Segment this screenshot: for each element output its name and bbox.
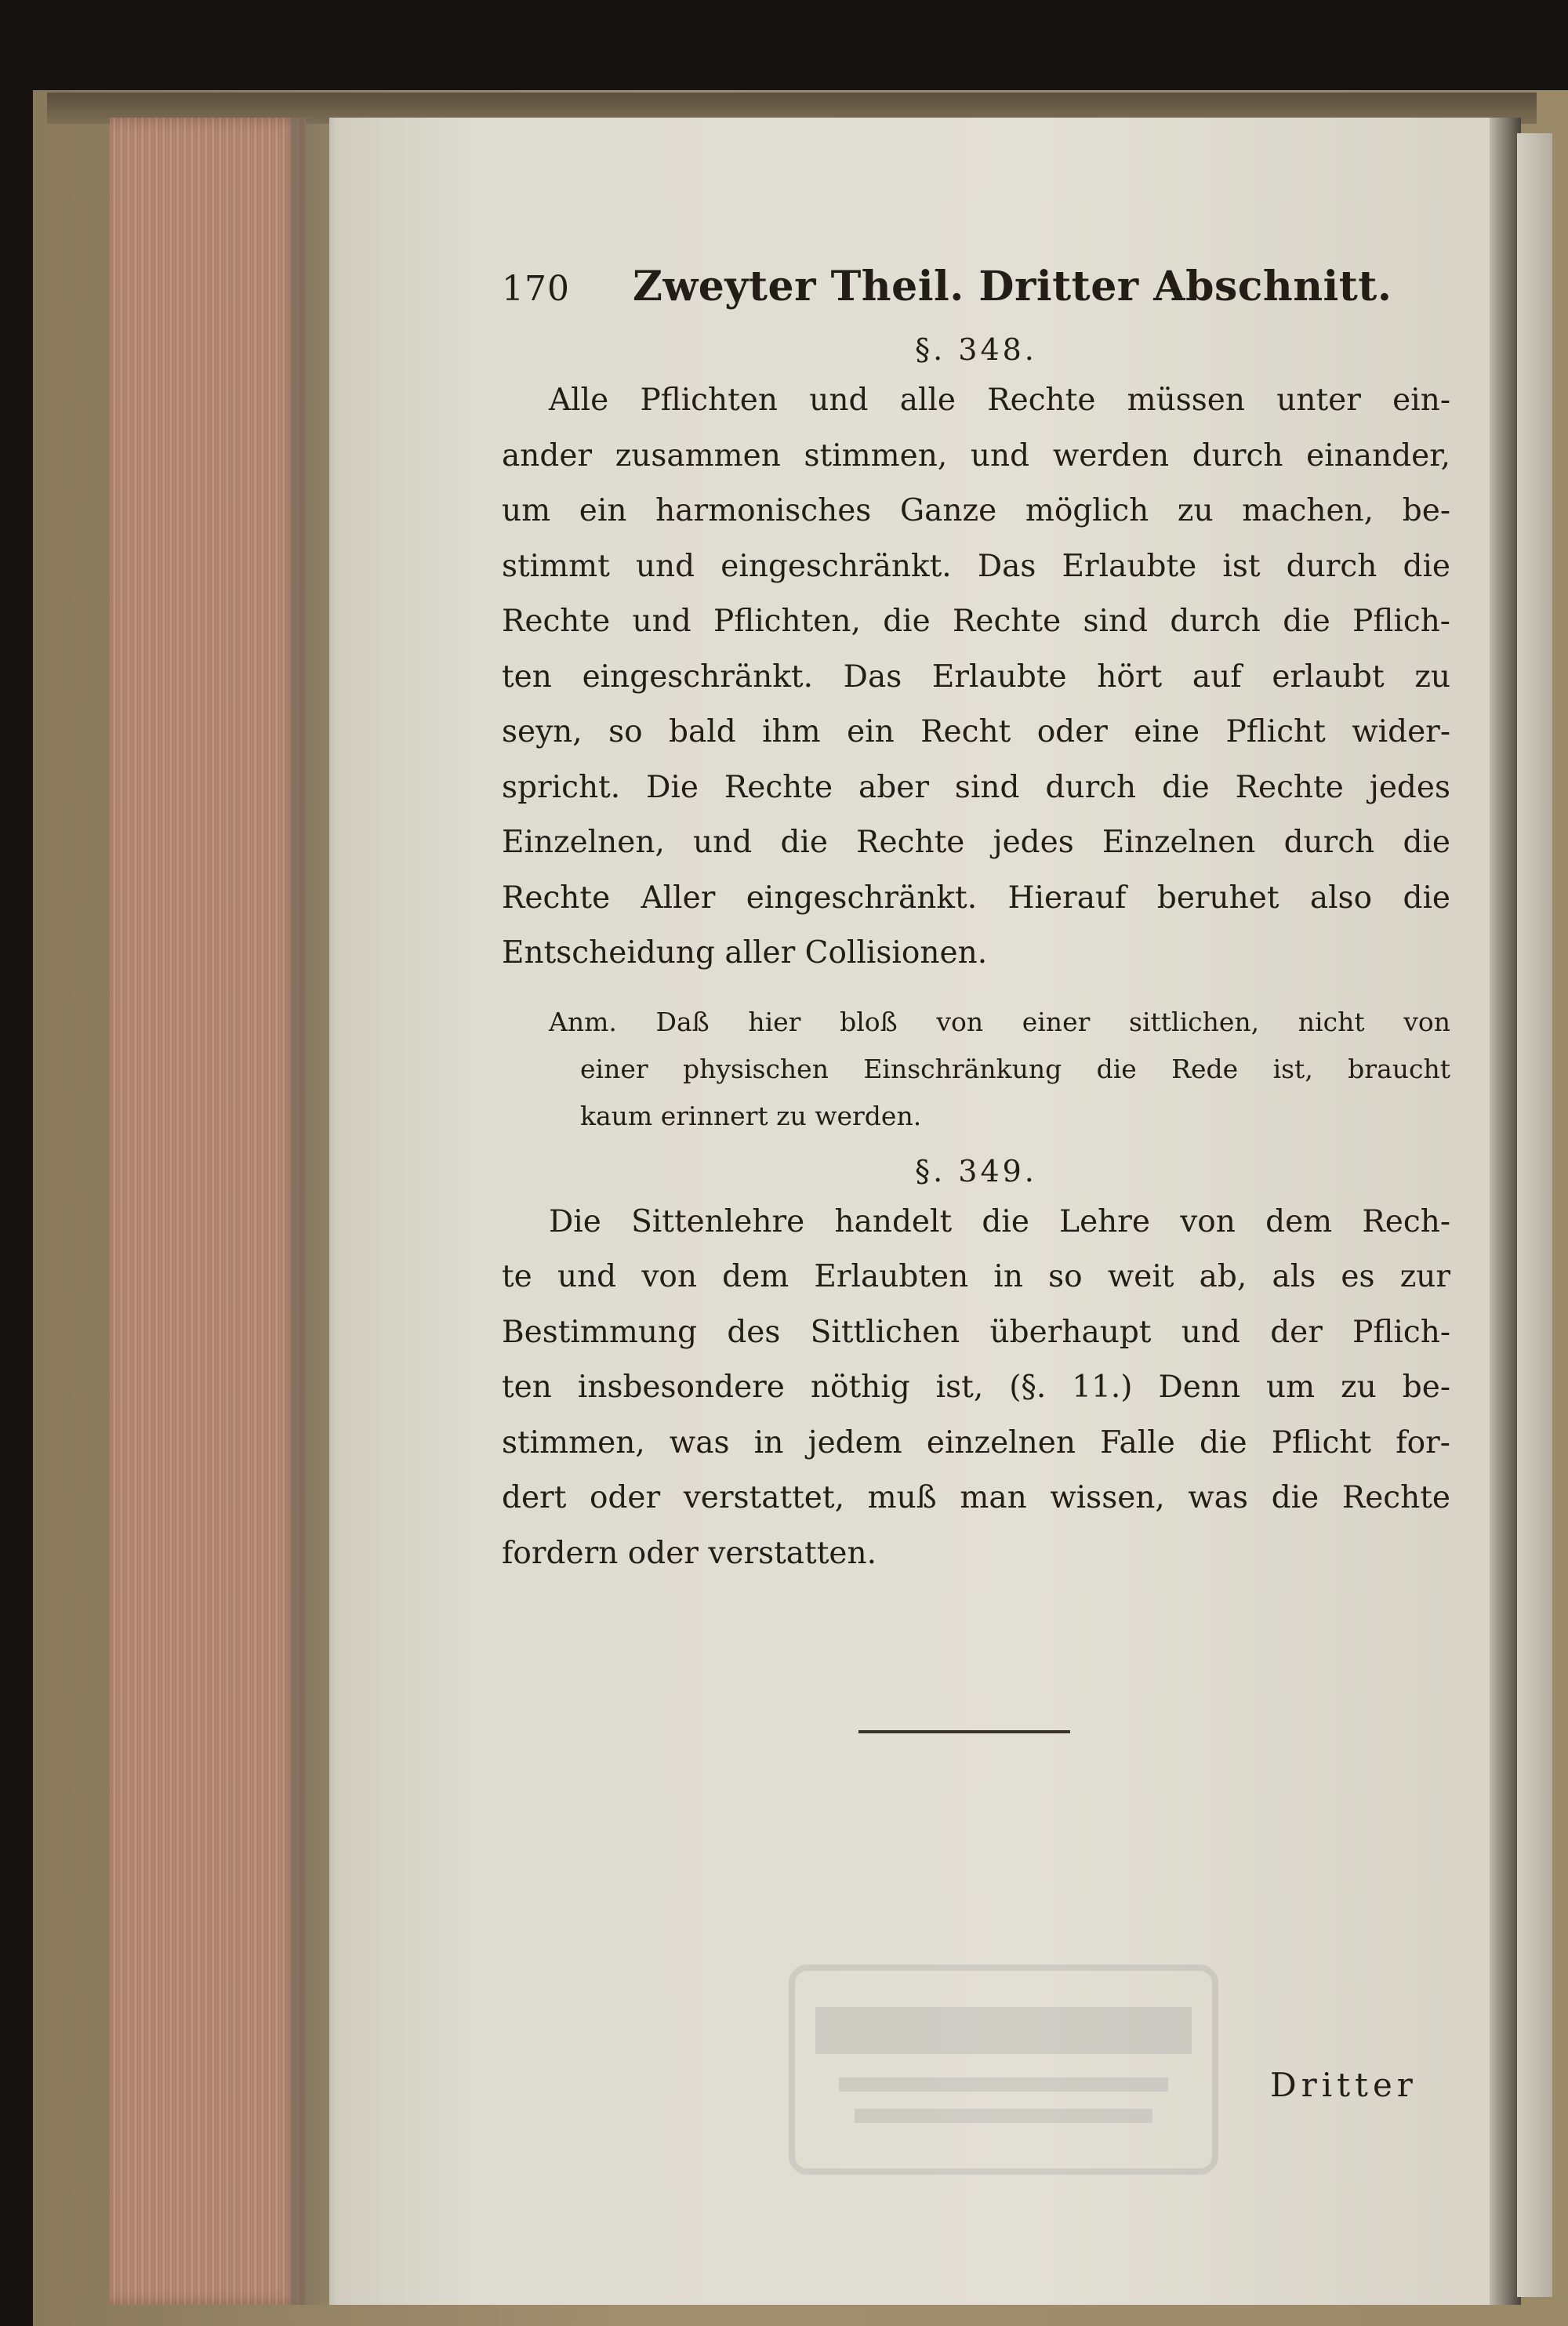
section-end-rule <box>858 1730 1070 1733</box>
text-line: ten insbesondere nöthig ist, (§. 11.) Denn um zu be- <box>502 1370 1450 1405</box>
page-number: 170 <box>502 269 570 309</box>
text-line: seyn, so bald ihm ein Recht oder eine Pflicht wider- <box>502 714 1450 749</box>
section-number: §. 349. <box>915 1153 1037 1188</box>
text-line: ander zusammen stimmen, und werden durch einander, <box>502 437 1450 474</box>
note-line: Anm. Daß hier bloß von einer sittlichen, nicht von <box>549 1006 1450 1037</box>
text-line: ten eingeschränkt. Das Erlaubte hört auf erlaubt zu <box>502 659 1450 695</box>
text-line: stimmt und eingeschränkt. Das Erlaubte ist durch die <box>502 548 1450 584</box>
text-line: Einzelnen, und die Rechte jedes Einzelnen durch die <box>502 825 1450 860</box>
text-line: te und von dem Erlaubten in so weit ab, als es zur <box>502 1259 1450 1294</box>
text-line: fordern oder verstatten. <box>502 1535 877 1571</box>
text-line: Rechte und Pflichten, die Rechte sind durch die Pflich- <box>502 604 1450 639</box>
section-number: §. 348. <box>915 332 1037 367</box>
page-text <box>502 263 1450 1581</box>
text-line: um ein harmonisches Ganze möglich zu machen, be- <box>502 493 1450 528</box>
library-stamp-showthrough <box>784 1960 1223 2179</box>
page-header <box>502 263 1450 310</box>
page-block-edge <box>110 118 306 2305</box>
catchword: Dritter <box>1270 2066 1417 2104</box>
note-line: kaum erinnert zu werden. <box>580 1100 922 1131</box>
text-line: Alle Pflichten und alle Rechte müssen unter ein- <box>549 383 1450 418</box>
text-line: Die Sittenlehre handelt die Lehre von dem Rech- <box>549 1203 1450 1239</box>
text-line: Bestimmung des Sittlichen überhaupt und der Pflich- <box>502 1314 1450 1350</box>
section-paragraph <box>502 373 1450 982</box>
page-fold-shadow <box>1490 118 1521 2305</box>
text-line: Entscheidung aller Collisionen. <box>502 935 988 971</box>
text-line: stimmen, was in jedem einzelnen Falle die Pflicht for- <box>502 1424 1450 1461</box>
text-line: spricht. Die Rechte aber sind durch die Rechte jedes <box>502 769 1450 805</box>
annotation-note <box>502 999 1450 1140</box>
next-leaf-edge <box>1517 133 1552 2297</box>
text-line: Rechte Aller eingeschränkt. Hierauf beruhet also die <box>502 880 1450 916</box>
running-head: Zweyter Theil. Dritter Abschnitt. <box>632 263 1392 310</box>
note-line: einer physischen Einschränkung die Rede ist, braucht <box>580 1053 1450 1084</box>
gutter-shadow <box>290 118 337 2305</box>
text-line: dert oder verstattet, muß man wissen, was die Rechte <box>502 1480 1450 1515</box>
section-paragraph <box>502 1195 1450 1582</box>
